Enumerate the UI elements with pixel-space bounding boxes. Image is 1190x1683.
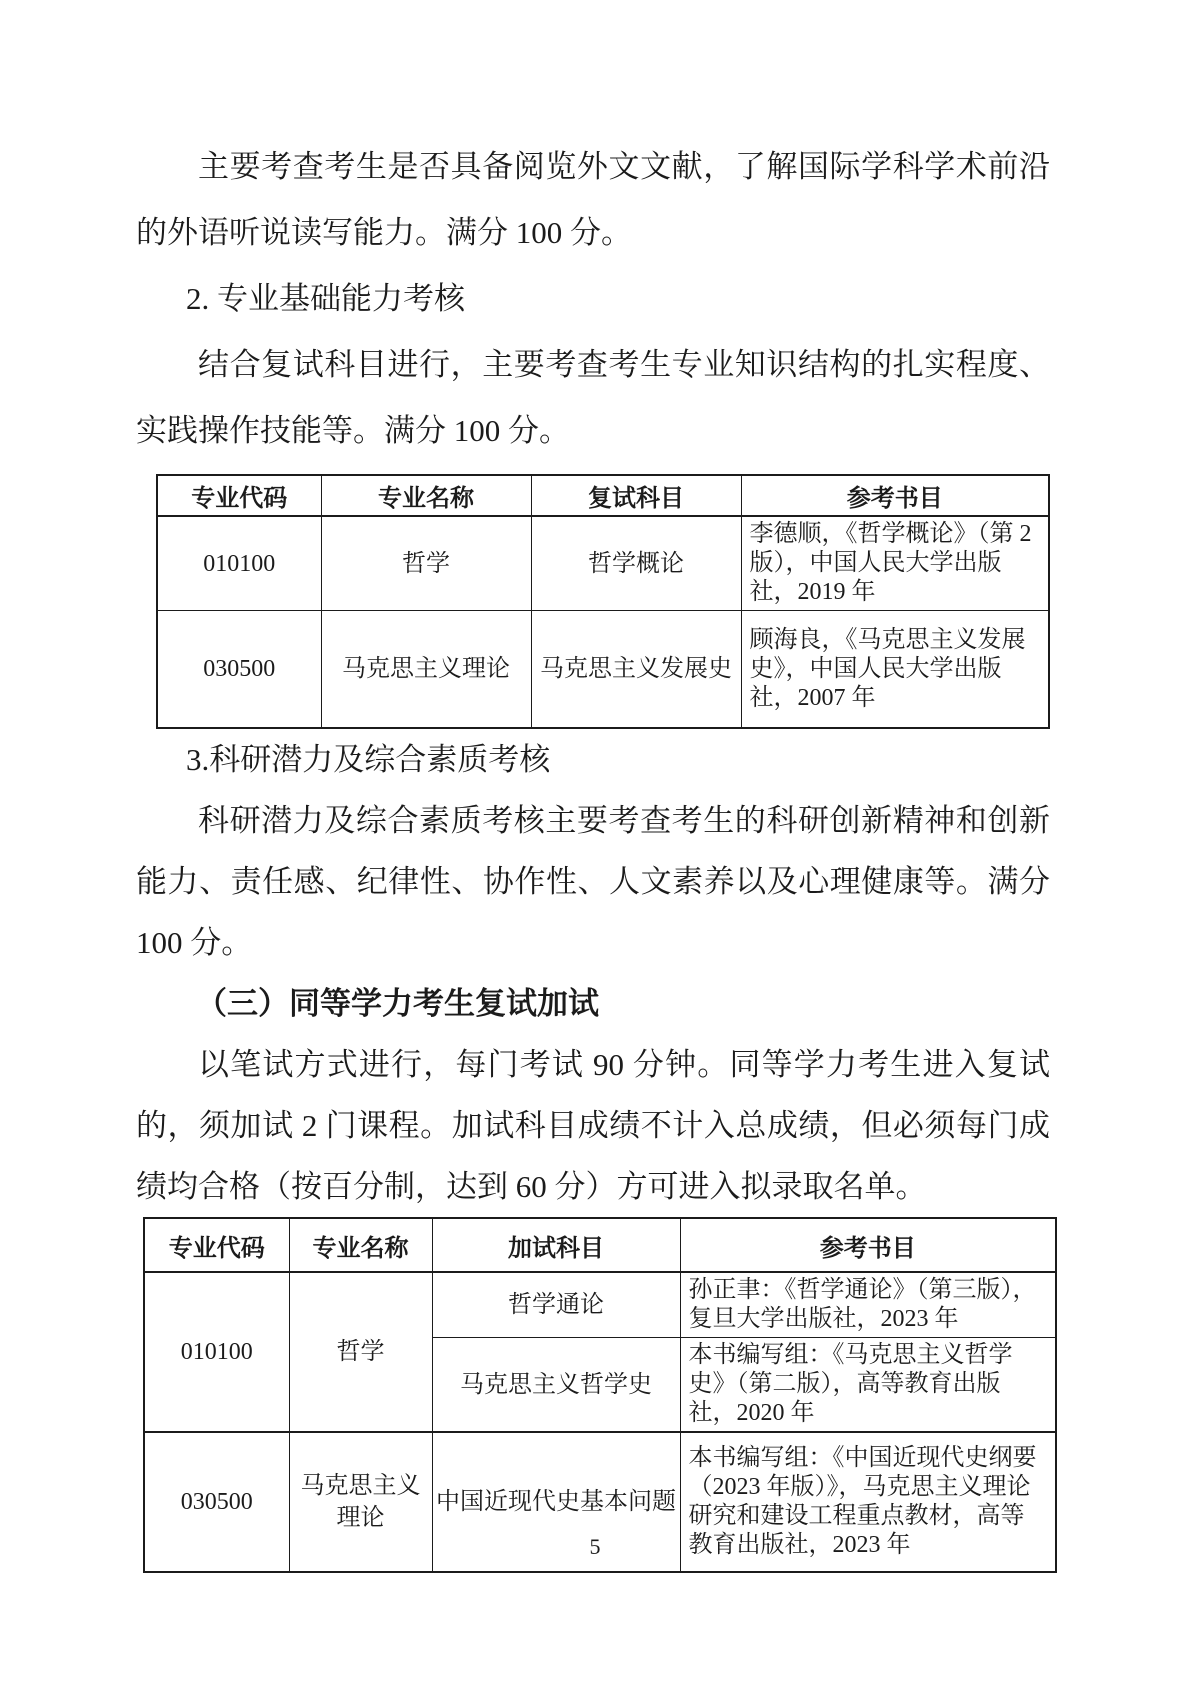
major-code-cell: 030500 [157, 611, 321, 729]
paragraph-foreign-language-ability: 主要考查考生是否具备阅览外文文献，了解国际学科学术前沿的外语听说读写能力。满分 100 分。 [136, 149, 1050, 250]
extra-subject-cell: 马克思主义哲学史 [432, 1338, 680, 1433]
reference-books-cell: 本书编写组：《马克思主义哲学史》（第二版），高等教育出版社，2020 年 [680, 1338, 1056, 1433]
retest-header-reference-books: 参考书目 [741, 475, 1049, 516]
major-name-cell: 哲学 [321, 516, 531, 611]
major-name-cell: 哲学 [289, 1272, 432, 1432]
retest-subject-cell: 马克思主义发展史 [531, 611, 741, 729]
retest-subject-cell: 哲学概论 [531, 516, 741, 611]
page-number: 5 [589, 1534, 601, 1559]
table-row [144, 1272, 1056, 1338]
document-body [136, 134, 1050, 1573]
major-code-cell: 010100 [157, 516, 321, 611]
paragraph-research-potential-assessment: 科研潜力及综合素质考核主要考查考生的科研创新精神和创新能力、责任感、纪律性、协作性、人文素养以及心理健康等。满分 100 分。 [136, 803, 1050, 960]
extra-test-subjects-table [143, 1217, 1057, 1573]
reference-books-cell: 顾海良，《马克思主义发展史》，中国人民大学出版社，2007 年 [741, 611, 1049, 729]
heading-equivalent-qualification-extra-test: （三）同等学力考生复试加试 [196, 986, 599, 1021]
extra-subject-cell: 中国近现代史基本问题 [432, 1432, 680, 1572]
extra-test-header-major-code: 专业代码 [144, 1218, 289, 1272]
heading-research-potential-assessment: 3.科研潜力及综合素质考核 [186, 742, 551, 777]
retest-subjects-table [156, 474, 1050, 729]
major-name-cell: 马克思主义理论 [289, 1432, 432, 1572]
extra-test-header-extra-subject: 加试科目 [432, 1218, 680, 1272]
retest-table-header-row [157, 475, 1049, 516]
paragraph-professional-basic-assessment: 结合复试科目进行，主要考查考生专业知识结构的扎实程度、实践操作技能等。满分 100 分。 [136, 347, 1050, 448]
table-row [157, 516, 1049, 611]
retest-header-retest-subject: 复试科目 [531, 475, 741, 516]
retest-header-major-code: 专业代码 [157, 475, 321, 516]
reference-books-cell: 李德顺，《哲学概论》（第 2 版），中国人民大学出版社，2019 年 [741, 516, 1049, 611]
extra-test-header-reference-books: 参考书目 [680, 1218, 1056, 1272]
reference-books-cell: 本书编写组：《中国近现代史纲要（2023 年版）》，马克思主义理论研究和建设工程重点教材，高等教育出版社，2023 年 [680, 1432, 1056, 1572]
major-code-cell: 010100 [144, 1272, 289, 1432]
extra-subject-cell: 哲学通论 [432, 1272, 680, 1338]
major-name-cell: 马克思主义理论 [321, 611, 531, 729]
reference-books-cell: 孙正聿：《哲学通论》（第三版），复旦大学出版社，2023 年 [680, 1272, 1056, 1338]
retest-header-major-name: 专业名称 [321, 475, 531, 516]
extra-test-header-major-name: 专业名称 [289, 1218, 432, 1272]
heading-professional-basic-assessment: 2. 专业基础能力考核 [186, 281, 465, 316]
major-code-cell: 030500 [144, 1432, 289, 1572]
extra-test-table-header-row [144, 1218, 1056, 1272]
paragraph-equivalent-qualification-extra-test: 以笔试方式进行，每门考试 90 分钟。同等学力考生进入复试的，须加试 2 门课程。加试科目成绩不计入总成绩，但必须每门成绩均合格（按百分制，达到 60 分）方可进入拟录取名单。 [136, 1047, 1050, 1204]
table-row [157, 611, 1049, 729]
